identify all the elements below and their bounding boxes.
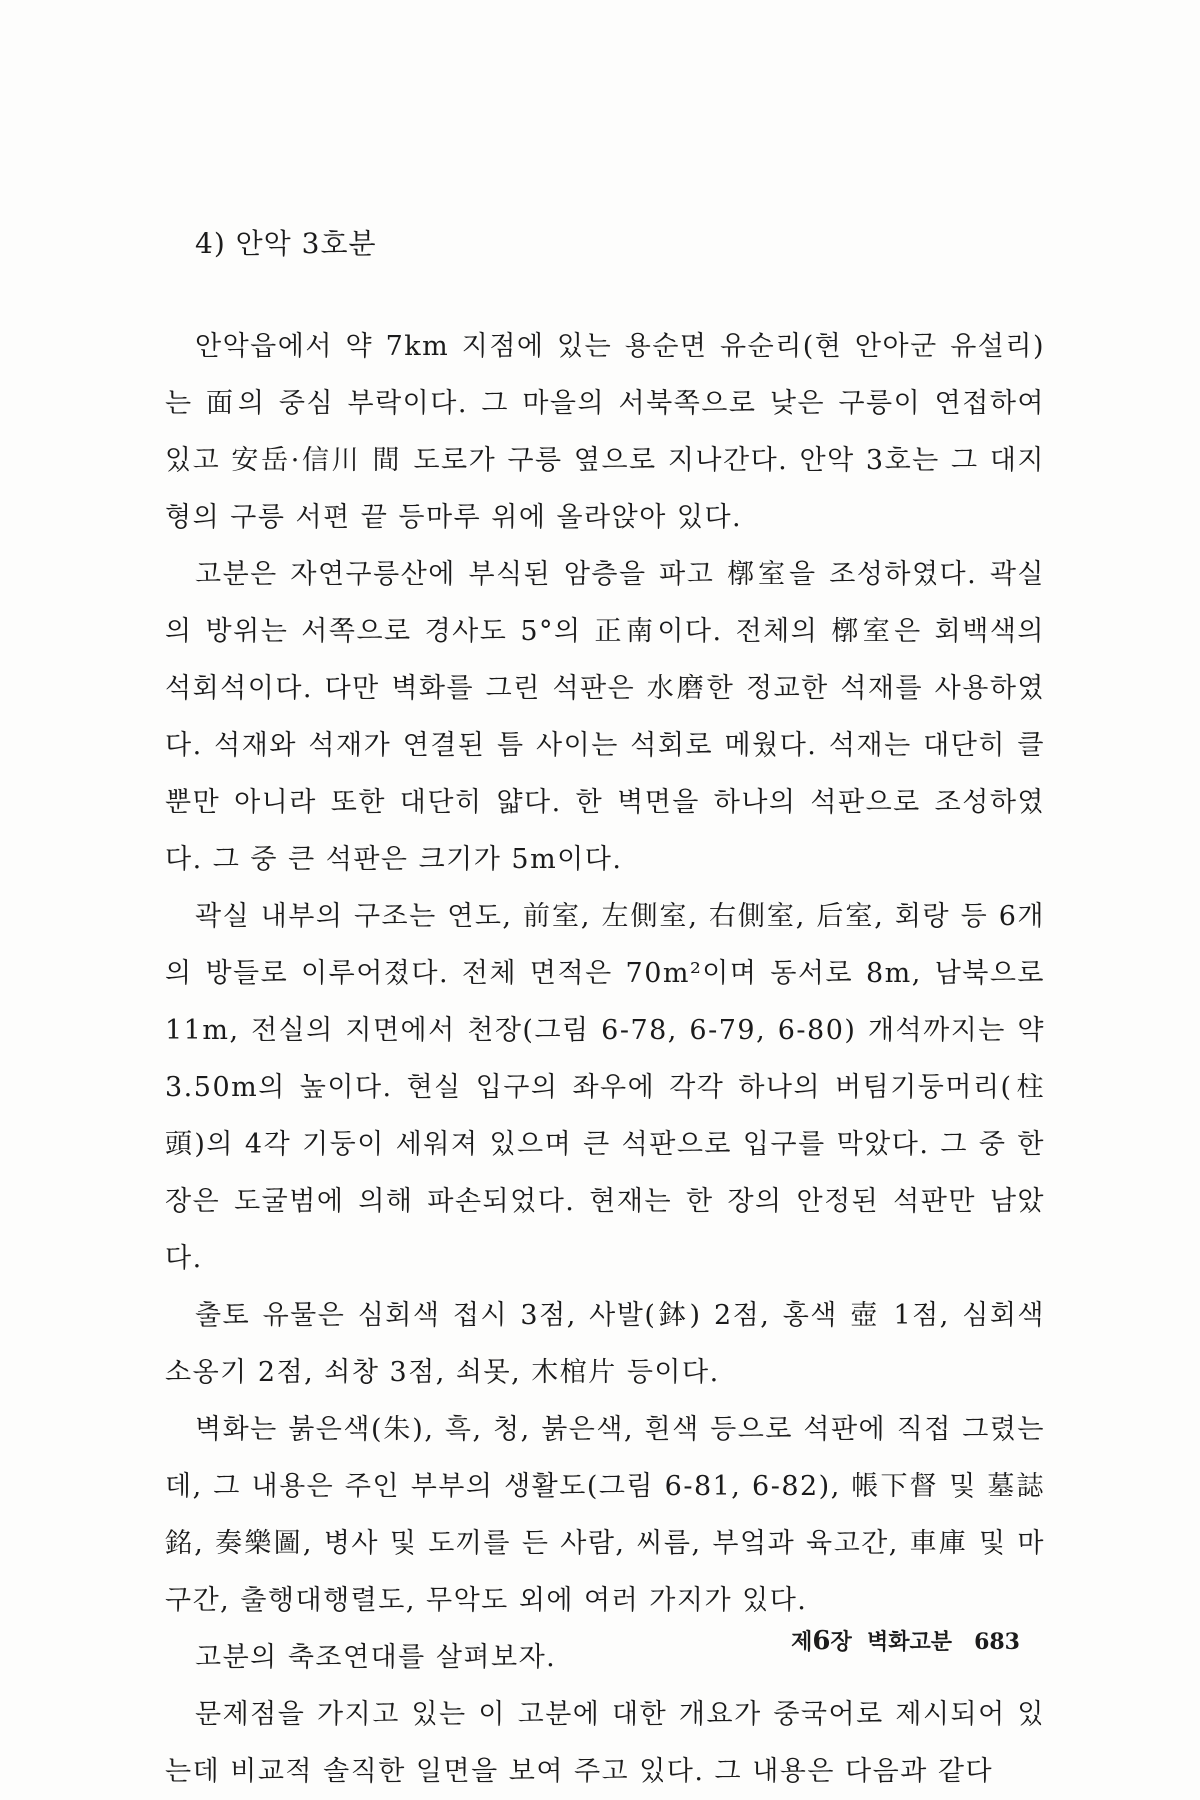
chapter-number: 6 — [812, 1626, 831, 1656]
chapter-suffix: 장 — [830, 1629, 852, 1655]
paragraph: 문제점을 가지고 있는 이 고분에 대한 개요가 중국어로 제시되어 있는데 비교적 솔직한 일면을 보여 주고 있다. 그 내용은 다음과 같다 — [165, 1699, 1045, 1787]
chapter-label — [791, 1626, 953, 1656]
paragraph: 벽화는 붉은색(朱), 흑, 청, 붉은색, 흰색 등으로 석판에 직접 그렸는데, 그 내용은 주인 부부의 생활도(그림 6-81, 6-82), 帳下督 및 墓誌銘, 奏樂圖, 병사 및 도끼를 든 사람, 씨름, 부엌과 육고간, 車庫 및 마구간, 출행대행렬도, 무악도 외에 여러 가지가 있다. — [165, 1414, 1045, 1616]
paragraph: 고분의 축조연대를 살펴보자. — [195, 1642, 557, 1673]
chapter-title: 벽화고분 — [867, 1629, 953, 1655]
chapter-prefix: 제 — [791, 1629, 813, 1655]
body-text — [165, 318, 1045, 1800]
paragraph: 고분은 자연구릉산에 부식된 암층을 파고 槨室을 조성하였다. 곽실의 방위는 서쪽으로 경사도 5°의 正南이다. 전체의 槨室은 회백색의 석회석이다. 다만 벽화를 그린 석판은 水磨한 정교한 석재를 사용하였다. 석재와 석재가 연결된 틈 사이는 석회로 메웠다. 석재는 대단히 클 뿐만 아니라 또한 대단히 얇다. 한 벽면을 하나의 석판으로 조성하였다. 그 중 큰 석판은 크기가 5m이다. — [165, 559, 1045, 875]
page-number: 683 — [974, 1629, 1020, 1655]
page-footer — [791, 1625, 1020, 1656]
paragraph: 곽실 내부의 구조는 연도, 前室, 左側室, 右側室, 后室, 회랑 등 6개의 방들로 이루어졌다. 전체 면적은 70m²이며 동서로 8m, 남북으로 11m, 전실의 지면에서 천장(그림 6-78, 6-79, 6-80) 개석까지는 약 3.50m의 높이다. 현실 입구의 좌우에 각각 하나의 버팀기둥머리(柱頭)의 4각 기둥이 세워져 있으며 큰 석판으로 입구를 막았다. 그 중 한 장은 도굴범에 의해 파손되었다. 현재는 한 장의 안정된 석판만 남았다. — [165, 901, 1045, 1274]
section-heading: 4) 안악 3호분 — [195, 227, 377, 260]
paragraph: 출토 유물은 심회색 접시 3점, 사발(鉢) 2점, 홍색 壺 1점, 심회색 소옹기 2점, 쇠창 3점, 쇠못, 木棺片 등이다. — [165, 1300, 1045, 1388]
paragraph: 안악읍에서 약 7km 지점에 있는 용순면 유순리(현 안아군 유설리)는 面의 중심 부락이다. 그 마을의 서북쪽으로 낮은 구릉이 연접하여 있고 安岳·信川 間 도로가 구릉 옆으로 지나간다. 안악 3호는 그 대지형의 구릉 서편 끝 등마루 위에 올라앉아 있다. — [165, 331, 1045, 533]
